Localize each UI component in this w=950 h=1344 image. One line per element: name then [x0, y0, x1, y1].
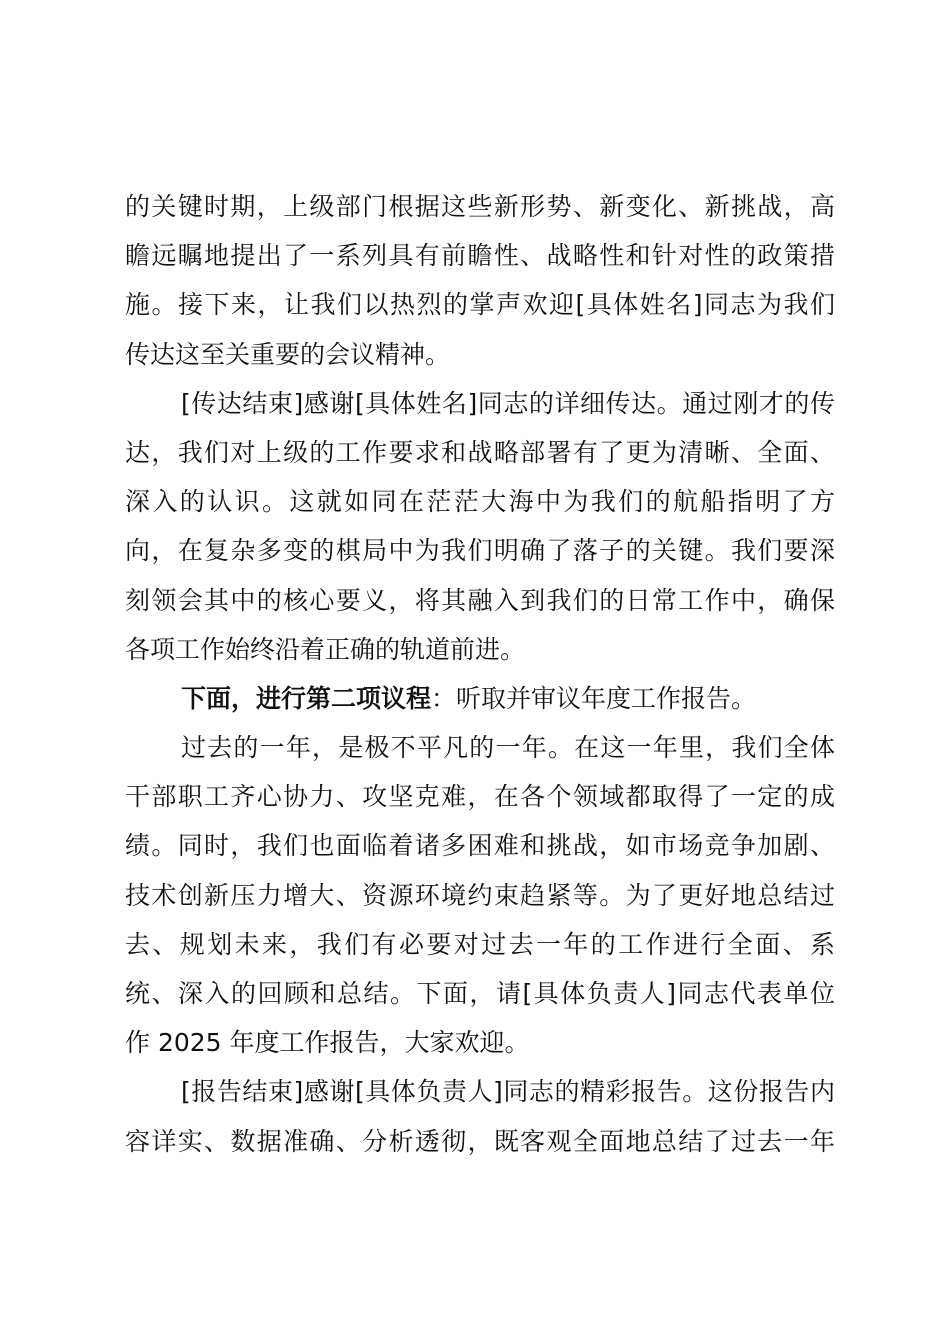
- text-line: 施。接下来，让我们以热烈的掌声欢迎[具体姓名]同志为我们: [125, 290, 835, 320]
- text-line: 深入的认识。这就如同在茫茫大海中为我们的航船指明了方: [125, 487, 835, 517]
- text-line: 去、规划未来，我们有必要对过去一年的工作进行全面、系: [125, 929, 835, 959]
- paragraph-continuation: [125, 182, 835, 379]
- text-line: 传达这至关重要的会议精神。: [125, 339, 451, 369]
- text-line: 统、深入的回顾和总结。下面，请[具体负责人]同志代表单位: [125, 979, 835, 1008]
- paragraph-agenda-item-2: [125, 674, 835, 723]
- document-page: [125, 182, 835, 1166]
- text-line: [传达结束]感谢[具体姓名]同志的详细传达。通过刚才的传: [181, 388, 835, 418]
- text-line: 作 2025 年度工作报告，大家欢迎。: [125, 1028, 530, 1058]
- text-line: 干部职工齐心协力、攻坚克难，在各个领域都取得了一定的成: [125, 782, 835, 812]
- text-line: 的关键时期，上级部门根据这些新形势、新变化、新挑战，高: [125, 192, 835, 221]
- agenda-heading: 下面，进行第二项议程: [181, 683, 432, 713]
- text-line: 技术创新压力增大、资源环境约束趋紧等。为了更好地总结过: [125, 880, 835, 910]
- paragraph-transmission-end: [125, 379, 835, 674]
- paragraph-past-year: [125, 723, 835, 1067]
- text-line: 向，在复杂多变的棋局中为我们明确了落子的关键。我们要深: [125, 536, 835, 566]
- text-line: [报告结束]感谢[具体负责人]同志的精彩报告。这份报告内: [181, 1077, 835, 1107]
- text-line: 各项工作始终沿着正确的轨道前进。: [125, 634, 526, 664]
- text-line: 瞻远瞩地提出了一系列具有前瞻性、战略性和针对性的政策措: [125, 241, 835, 271]
- text-line: 过去的一年，是极不平凡的一年。在这一年里，我们全体: [181, 733, 835, 763]
- agenda-description: ：听取并审议年度工作报告。: [431, 683, 757, 713]
- text-line: 绩。同时，我们也面临着诸多困难和挑战，如市场竞争加剧、: [125, 831, 835, 861]
- text-line: [125, 674, 835, 723]
- text-line: 达，我们对上级的工作要求和战略部署有了更为清晰、全面、: [125, 437, 835, 467]
- text-line: 刻领会其中的核心要义，将其融入到我们的日常工作中，确保: [125, 585, 835, 615]
- text-line: 容详实、数据准确、分析透彻，既客观全面地总结了过去一年: [125, 1126, 835, 1156]
- paragraph-report-end: [125, 1067, 835, 1165]
